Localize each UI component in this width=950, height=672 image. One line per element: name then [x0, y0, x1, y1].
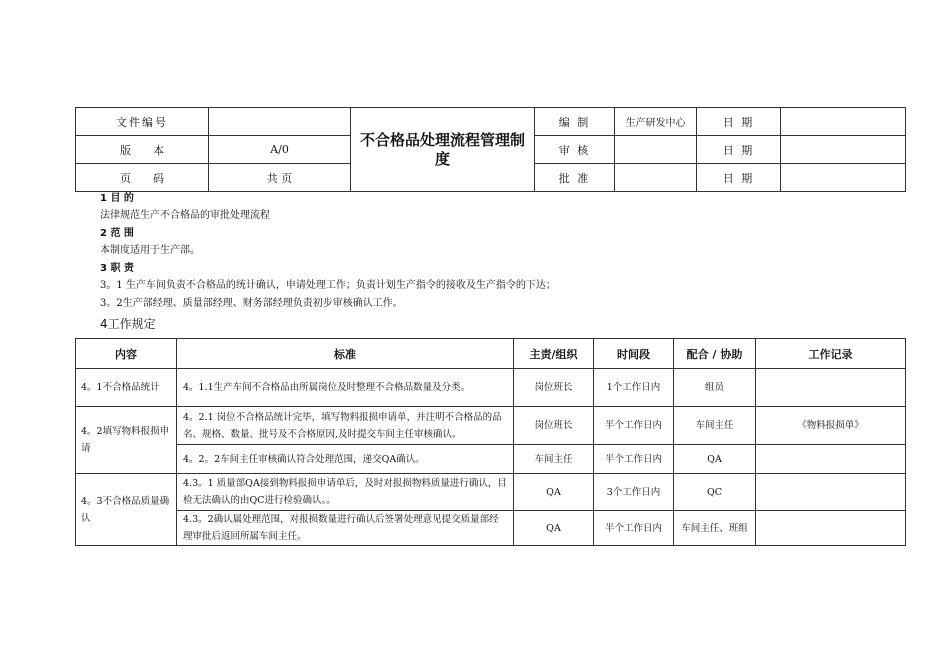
approve-label: 批 准: [535, 164, 615, 192]
page-value: 共 页: [209, 164, 351, 192]
purpose-heading: 1 目 的: [100, 193, 134, 204]
content-cell: 4。1不合格品统计: [76, 369, 177, 407]
standard-cell: 4.3。2确认属处理范围，对报损数量进行确认后签署处理意见提交质量部经理审批后返回所属车间主任。: [177, 511, 514, 546]
time-cell: 半个工作日内: [594, 445, 674, 474]
page-label: 页 码: [76, 164, 209, 192]
owner-cell: QA: [514, 474, 594, 511]
table-row: [76, 511, 906, 546]
column-header-owner: 主责/组织: [514, 339, 594, 369]
standard-cell: 4。2.1 岗位不合格品统计完毕，填写物料报损申请单，并注明不合格品的品名、规格、数量、批号及不合格原因,及时提交车间主任审核确认。: [177, 407, 514, 445]
owner-cell: 车间主任: [514, 445, 594, 474]
date-label-1: 日 期: [697, 108, 781, 136]
owner-cell: QA: [514, 511, 594, 546]
assist-cell: 组员: [674, 369, 756, 407]
content-cell: 4。2填写物料报损申请: [76, 407, 177, 474]
owner-cell: 岗位班长: [514, 407, 594, 445]
document-title: 不合格品处理流程管理制度: [351, 108, 535, 192]
table-row: [76, 407, 906, 445]
standard-cell: 4.3。1 质量部QA接到物料报损申请单后，及时对报损物料质量进行确认，目检无法确认的由QC进行检验确认。。: [177, 474, 514, 511]
date-value-1: [781, 108, 906, 136]
record-cell: [756, 369, 906, 407]
document-header-table: [75, 107, 906, 192]
review-label: 审 核: [535, 136, 615, 164]
column-header-time: 时间段: [594, 339, 674, 369]
purpose-text: 法律规范生产不合格品的审批处理流程: [100, 210, 270, 221]
record-cell: 《物料报损单》: [756, 407, 906, 445]
scope-heading: 2 范 围: [100, 228, 134, 239]
duty-item-1: 3。1 生产车间负责不合格品的统计确认，申请处理工作；负责计划生产指令的接收及生产指令的下达；: [100, 280, 556, 291]
assist-cell: QA: [674, 445, 756, 474]
date-value-3: [781, 164, 906, 192]
date-label-3: 日 期: [697, 164, 781, 192]
time-cell: 半个工作日内: [594, 511, 674, 546]
review-value: [615, 136, 697, 164]
table-row: [76, 445, 906, 474]
table-row: [76, 474, 906, 511]
time-cell: 1个工作日内: [594, 369, 674, 407]
column-header-record: 工作记录: [756, 339, 906, 369]
column-header-standard: 标准: [177, 339, 514, 369]
column-header-content: 内容: [76, 339, 177, 369]
standard-cell: 4。2。2车间主任审核确认符合处理范围，递交QA确认。: [177, 445, 514, 474]
standard-cell: 4。1.1生产车间不合格品由所属岗位及时整理不合格品数量及分类。: [177, 369, 514, 407]
assist-cell: 车间主任、班组: [674, 511, 756, 546]
time-cell: 半个工作日内: [594, 407, 674, 445]
assist-cell: 车间主任: [674, 407, 756, 445]
work-rules-table: [75, 338, 906, 546]
file-no-label: 文件编号: [76, 108, 209, 136]
assist-cell: QC: [674, 474, 756, 511]
table-row: [76, 369, 906, 407]
time-cell: 3个工作日内: [594, 474, 674, 511]
duty-item-2: 3。2生产部经理、质量部经理、财务部经理负责初步审核确认工作。: [100, 298, 403, 309]
date-label-2: 日 期: [697, 136, 781, 164]
content-cell: 4。3不合格品质量确认: [76, 474, 177, 546]
version-value: A/0: [209, 136, 351, 164]
date-value-2: [781, 136, 906, 164]
approve-value: [615, 164, 697, 192]
column-header-assist: 配合 / 协助: [674, 339, 756, 369]
document-sections: [100, 190, 900, 334]
record-cell: [756, 511, 906, 546]
record-cell: [756, 474, 906, 511]
table-header-row: [76, 339, 906, 369]
version-label: 版 本: [76, 136, 209, 164]
file-no-value: [209, 108, 351, 136]
duty-heading: 3 职 责: [100, 263, 134, 274]
compile-label: 编 制: [535, 108, 615, 136]
owner-cell: 岗位班长: [514, 369, 594, 407]
work-rules-heading: 4工作规定: [100, 317, 156, 331]
record-cell: [756, 445, 906, 474]
compile-value: 生产研发中心: [615, 108, 697, 136]
scope-text: 本制度适用于生产部。: [100, 245, 200, 256]
